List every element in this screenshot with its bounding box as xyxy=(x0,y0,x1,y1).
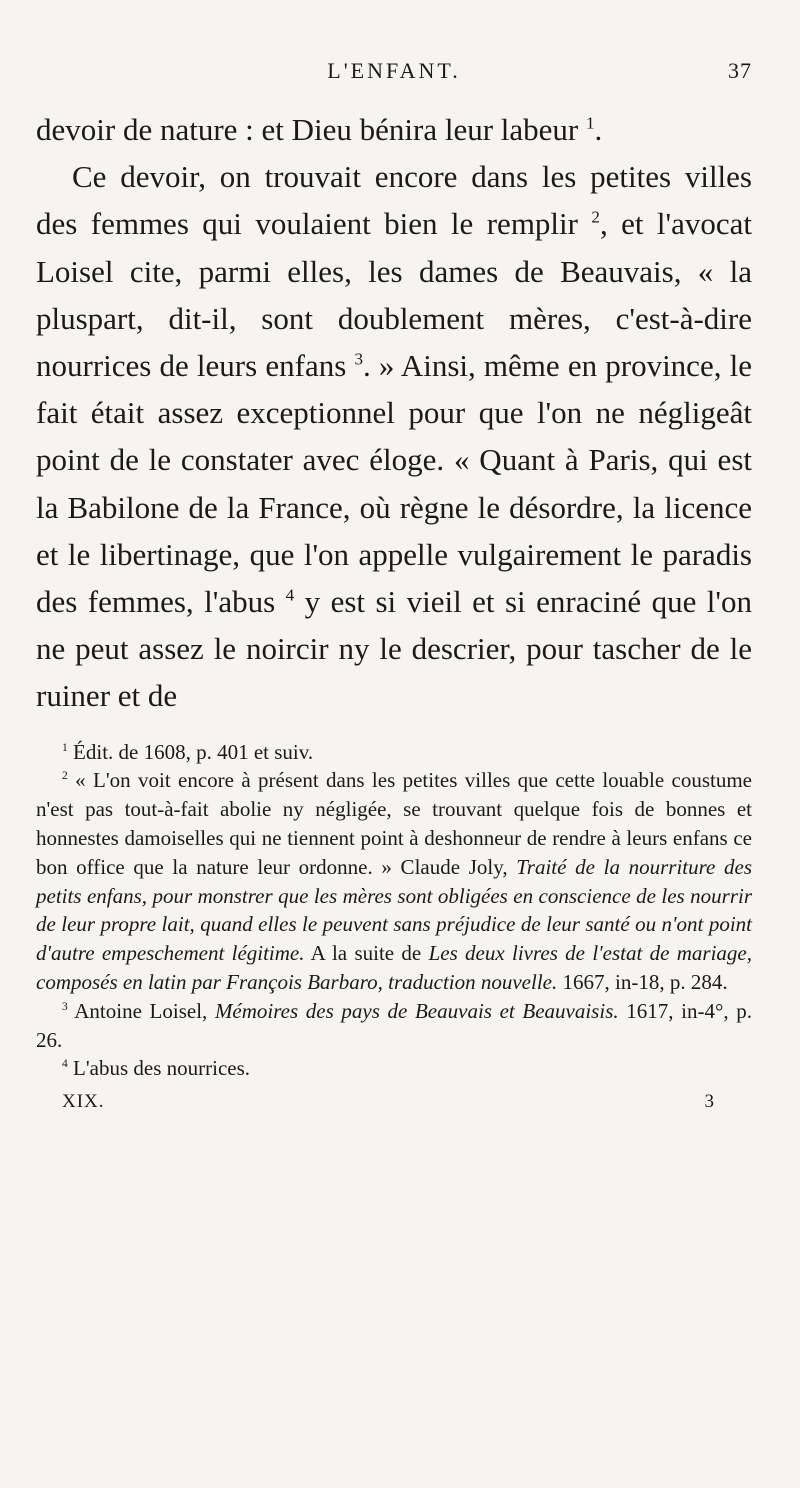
cited-title: Traité de la nourriture des petits enfans, pour monstrer que les mères sont obligées en conscience de les nourrir de leur propre lait, quand elles le peuvent sans préjudice de leur santé ou n'ont point d'autre empeschement légitime. xyxy=(36,854,753,966)
paragraph-continuation: devoir de nature : et Dieu bénira leur labeur $^1$. xyxy=(36,112,603,147)
main-text xyxy=(36,106,752,720)
footnote-3: $^3$ Antoine Loisel, Mémoires des pays de Beauvais et Beauvaisis. 1617, in-4°, p. 26. xyxy=(36,998,753,1052)
paragraph: Ce devoir, on trouvait encore dans les petites villes des femmes qui voulaient bien le remplir $^2$, et l'avocat Loisel cite, parmi elles, les dames de Beauvais, « la pluspart, dit-il, sont doublement mères, c'est-à-dire nourrices de leurs enfans $^3$. » Ainsi, même en province, le fait était assez exceptionnel pour que l'on ne négligeât point de le constater avec éloge. « Quant à Paris, qui est la Babilone de la France, où règne le désordre, la licence et le libertinage, que l'on appelle vulgairement le paradis des femmes, l'abus $^4$ y est si vieil et si enraciné que l'on ne peut assez le noircir ny le descrier, pour tascher de le ruiner et de xyxy=(36,159,753,714)
signature-mark: XIX. xyxy=(62,1091,105,1113)
signature-number: 3 xyxy=(704,1091,714,1113)
signature-line xyxy=(36,1091,752,1119)
running-title: L'ENFANT. xyxy=(327,58,461,83)
footnote-2: $^2$ « L'on voit encore à présent dans les petites villes que cette louable coustume n'est pas tout-à-fait abolie ny négligée, se trouvant quelque fois de bonnes et honnestes damoiselles qui ne tiennent point à deshonneur de rendre à leurs enfans ce bon office que la nature leur ordonne. » Claude Joly, Traité de la nourriture des petits enfans, pour monstrer que les mères sont obligées en conscience de les nourrir de leur propre lait, quand elles le peuvent sans préjudice de leur santé ou n'ont point d'autre empeschement légitime. A la suite de Les deux livres de l'estat de mariage, composés en latin par François Barbaro, traduction nouvelle. 1667, in-18, p. 284. xyxy=(36,768,753,995)
cited-title: Les deux livres de l'estat de mariage, composés en latin par François Barbaro, traduction nouvelle. xyxy=(36,941,752,995)
page-number: 37 xyxy=(728,58,752,83)
footnote-ref-3: 3 xyxy=(354,349,363,369)
footnote-ref-1: 1 xyxy=(586,113,595,133)
footnotes xyxy=(36,738,752,1084)
running-head xyxy=(36,58,752,98)
footnote-ref-4: 4 xyxy=(285,585,295,605)
book-page xyxy=(36,58,752,1119)
cited-title: Mémoires des pays de Beauvais et Beauvaisis. xyxy=(214,998,619,1023)
footnote-4: $^4$ L'abus des nourrices. xyxy=(62,1056,251,1081)
footnote-1: $^1$ Édit. de 1608, p. 401 et suiv. xyxy=(62,739,314,764)
footnote-ref-2: 2 xyxy=(591,208,600,228)
